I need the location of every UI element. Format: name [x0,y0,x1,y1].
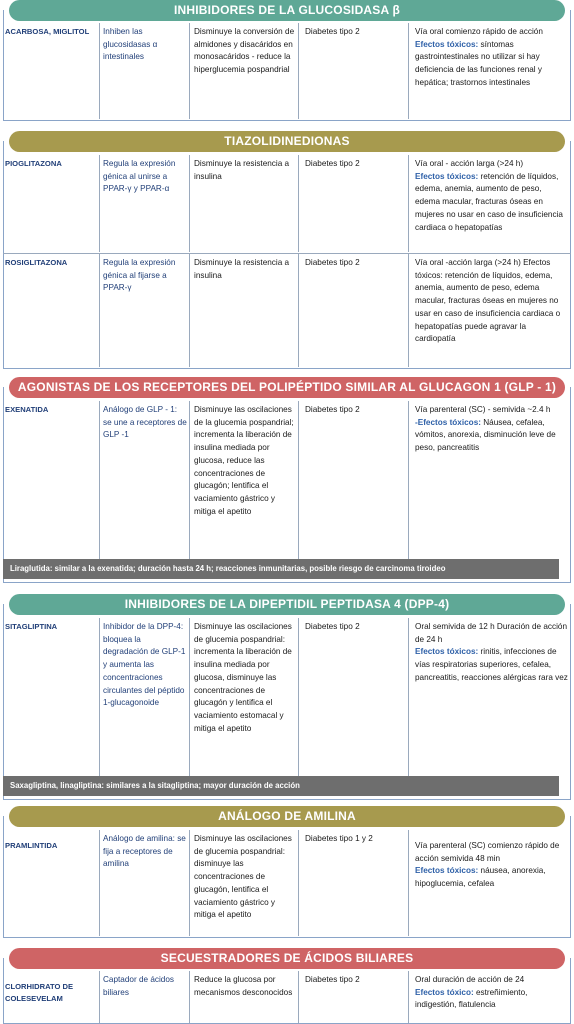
indication-text: Diabetes tipo 2 [298,254,406,367]
mechanism-text: Inhiben las glucosidasas α intestinales [103,27,158,62]
table-row [3,830,571,936]
section-title: SECUESTRADORES DE ÁCIDOS BILIARES [9,948,565,969]
action-text: Disminuye la conversión de almidones y disacáridos en monosacáridos - reduce la hiperglucemia pospandrial [189,23,295,119]
table-row [3,23,571,119]
footnote-bar: Liraglutida: similar a la exenatida; duración hasta 24 h; reacciones inmunitarias, posible riesgo de carcinoma tiroideo [3,559,559,579]
section-glp1-agonists [3,377,571,583]
action-text: Disminuye la resistencia a insulina [189,254,295,367]
pharmacology-text: Oral semivida de 12 h Duración de acción de 24 h Efectos tóxicos: rinitis, infecciones de vías respiratorias superiores, cefalea, pancreatitis, reacciones alérgicas rara vez [408,618,568,776]
drug-name: PRAMLINTIDA [5,841,58,850]
table-row [3,618,571,776]
table-row [3,401,571,559]
drug-name: SITAGLIPTINA [5,622,58,631]
section-title: ANÁLOGO DE AMILINA [9,806,565,827]
indication-text: Diabetes tipo 2 [298,155,406,252]
indication-text: Diabetes tipo 2 [298,23,406,119]
section-title: INHIBIDORES DE LA DIPEPTIDIL PEPTIDASA 4 (DPP-4) [9,594,565,615]
section-title: TIAZOLIDINEDIONAS [9,131,565,152]
section-title: AGONISTAS DE LOS RECEPTORES DEL POLIPÉPTIDO SIMILAR AL GLUCAGON 1 (GLP - 1) [9,377,565,398]
indication-text: Diabetes tipo 2 [298,971,406,1023]
action-text: Reduce la glucosa por mecanismos desconocidos [189,971,295,1023]
action-text: Disminuye las oscilaciones de glucemia pospandrial: incrementa la liberación de insulina mediada por glucosa, disminuye las concentraciones de glucagón y lentifica el vaciamiento estomacal y mitiga el apetito [189,618,295,776]
section-bile-acid-sequestrants [3,948,571,1024]
mechanism-text: Regula la expresión génica al fijarse a PPAR-γ [103,258,176,293]
pharmacology-text: Vía parenteral (SC) - semivida ~2.4 h -Efectos tóxicos: Náusea, cefalea, vómitos, anorexia, disminución leve de peso, pancreatitis [408,401,568,559]
section-glucosidase-inhibitors [3,0,571,121]
section-amylin-analog [3,806,571,938]
action-text: Disminuye las oscilaciones de la glucemia pospandrial; incrementa la liberación de insulina mediada por glucosa, reduce las concentraciones de glucagón; lentifica el vaciamiento gástrico y mitiga el apetito [189,401,295,559]
drug-name: EXENATIDA [5,405,49,414]
pharmacology-text: Vía parenteral (SC) comienzo rápido de acción semivida 48 min Efectos tóxicos: náusea, anorexia, hipoglucemia, cefalea [408,830,568,936]
mechanism-text: Regula la expresión génica al unirse a PPAR-γ y PPAR-α [103,159,176,194]
mechanism-text: Captador de ácidos biliares [103,975,175,997]
footnote-bar: Saxagliptina, linagliptina: similares a la sitagliptina; mayor duración de acción [3,776,559,796]
indication-text: Diabetes tipo 2 [298,618,406,776]
table-row [3,155,571,252]
mechanism-text: Análogo de amilina: se fija a receptores de amilina [103,834,186,869]
pharmacology-text: Vía oral -acción larga (>24 h) Efectos tóxicos: retención de líquidos, edema, anemia, aumento de peso, edema macular, fracturas óseas en mujeres no usar en caso de insuficiencia cardiaca o hepatopatías puede agravar la cardiopatía [408,254,568,367]
mechanism-text: Inhibidor de la DPP-4: bloquea la degradación de GLP-1 y aumenta las concentraciones circulantes del péptido 1-glucagonoide [103,622,186,708]
action-text: Disminuye las oscilaciones de glucemia pospandrial: disminuye las concentraciones de glucagón, lentifica el vaciamiento gástrico y mitiga el apetito [189,830,295,936]
drug-name: ROSIGLITAZONA [5,258,68,267]
section-thiazolidinediones [3,131,571,369]
indication-text: Diabetes tipo 2 [298,401,406,559]
action-text: Disminuye la resistencia a insulina [189,155,295,252]
indication-text: Diabetes tipo 1 y 2 [298,830,406,936]
pharmacology-text: Vía oral - acción larga (>24 h) Efectos tóxicos: retención de líquidos, edema, anemia, aumento de peso, edema macular, fracturas óseas en mujeres no usar en caso de insuficiencia cardiaca o hepatopatías [408,155,568,252]
drug-name: CLORHIDRATO DE COLESEVELAM [5,982,74,1003]
section-title: INHIBIDORES DE LA GLUCOSIDASA β [9,0,565,21]
section-dpp4-inhibitors [3,594,571,800]
mechanism-text: Análogo de GLP - 1: se une a receptores de GLP -1 [103,405,187,440]
drug-name: ACARBOSA, MIGLITOL [5,27,90,36]
table-row [3,253,571,367]
pharmacology-text: Oral duración de acción de 24 Efectos tóxico: estreñimiento, indigestión, flatulencia [408,971,568,1023]
pharmacology-text: Vía oral comienzo rápido de acción Efectos tóxicos: síntomas gastrointestinales no utilizar si hay deficiencia de las funciones renal y hepática; trastornos intestinales [408,23,568,119]
table-row [3,971,571,1023]
drug-name: PIOGLITAZONA [5,159,62,168]
